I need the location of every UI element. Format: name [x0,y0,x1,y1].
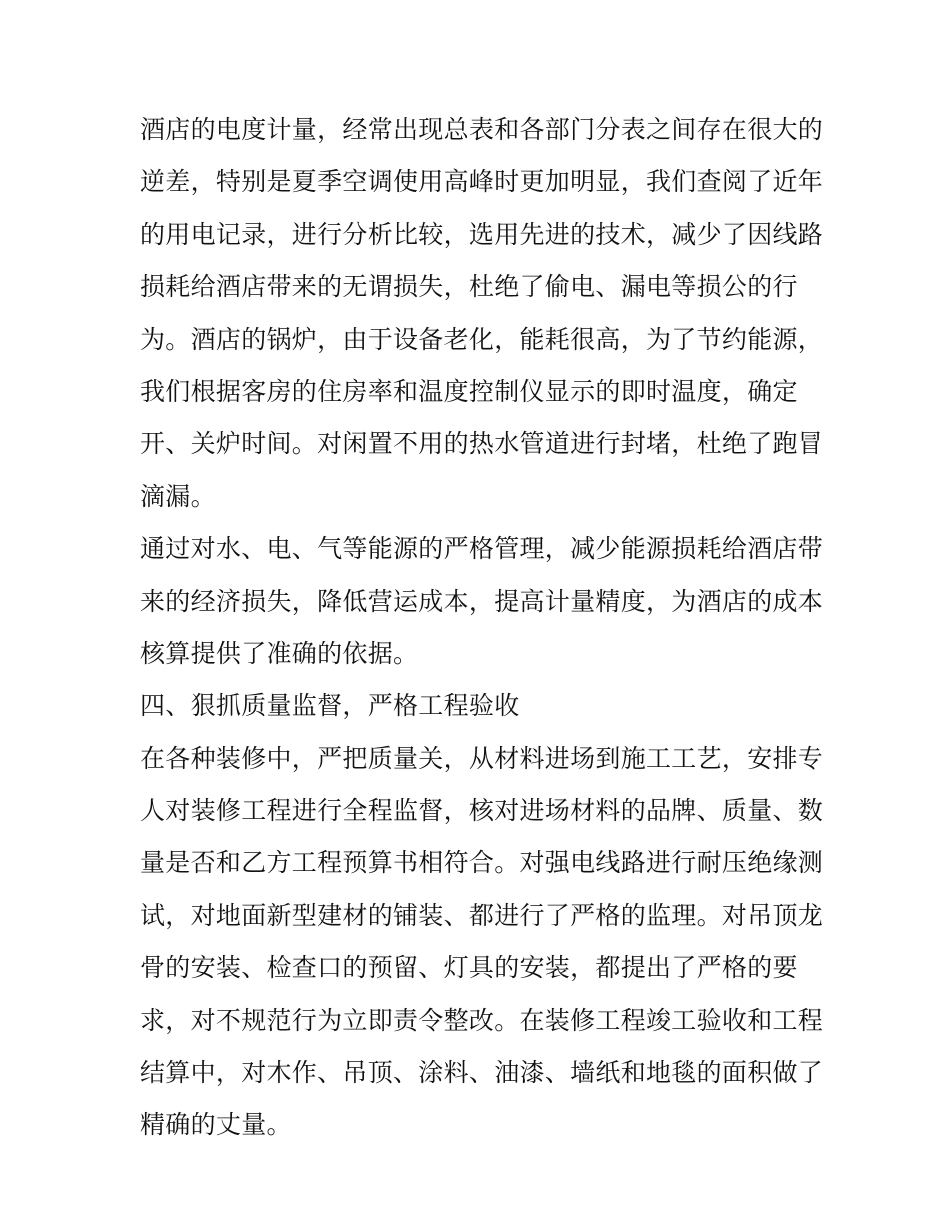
text-line: 损耗给酒店带来的无谓损失，杜绝了偷电、漏电等损公的行 [140,272,798,302]
text-line: 精确的丈量。 [140,1110,292,1140]
text-line: 结算中，对木作、吊顶、涂料、油漆、墙纸和地毯的面积做了 [140,1058,824,1088]
text-line: 为。酒店的锅炉，由于设备老化，能耗很高，为了节约能源， [140,324,824,354]
text-line: 酒店的电度计量，经常出现总表和各部门分表之间存在很大的 [140,115,824,144]
text-line: 逆差，特别是夏季空调使用高峰时更加明显，我们查阅了近年 [140,167,824,197]
document-body [140,104,824,1152]
text-line: 通过对水、电、气等能源的严格管理，减少能源损耗给酒店带 [140,534,824,564]
text-line: 来的经济损失，降低营运成本，提高计量精度，为酒店的成本 [140,586,824,616]
text-line: 开、关炉时间。对闲置不用的热水管道进行封堵，杜绝了跑冒 [140,429,824,459]
text-line: 求，对不规范行为立即责令整改。在装修工程竣工验收和工程 [140,1005,824,1035]
text-line: 人对装修工程进行全程监督，核对进场材料的品牌、质量、数 [140,796,824,826]
text-line: 骨的安装、检查口的预留、灯具的安装，都提出了严格的要 [140,953,798,983]
text-line: 滴漏。 [140,481,216,511]
text-line: 的用电记录，进行分析比较，选用先进的技术，减少了因线路 [140,219,824,249]
text-line: 在各种装修中，严把质量关，从材料进场到施工工艺，安排专 [140,743,824,773]
text-line: 我们根据客房的住房率和温度控制仪显示的即时温度，确定 [140,376,798,406]
text-line: 试，对地面新型建材的铺装、都进行了严格的监理。对吊顶龙 [140,900,824,930]
text-line: 核算提供了准确的依据。 [140,638,419,668]
section-heading: 四、狠抓质量监督，严格工程验收 [140,691,520,721]
text-line: 量是否和乙方工程预算书相符合。对强电线路进行耐压绝缘测 [140,848,824,878]
